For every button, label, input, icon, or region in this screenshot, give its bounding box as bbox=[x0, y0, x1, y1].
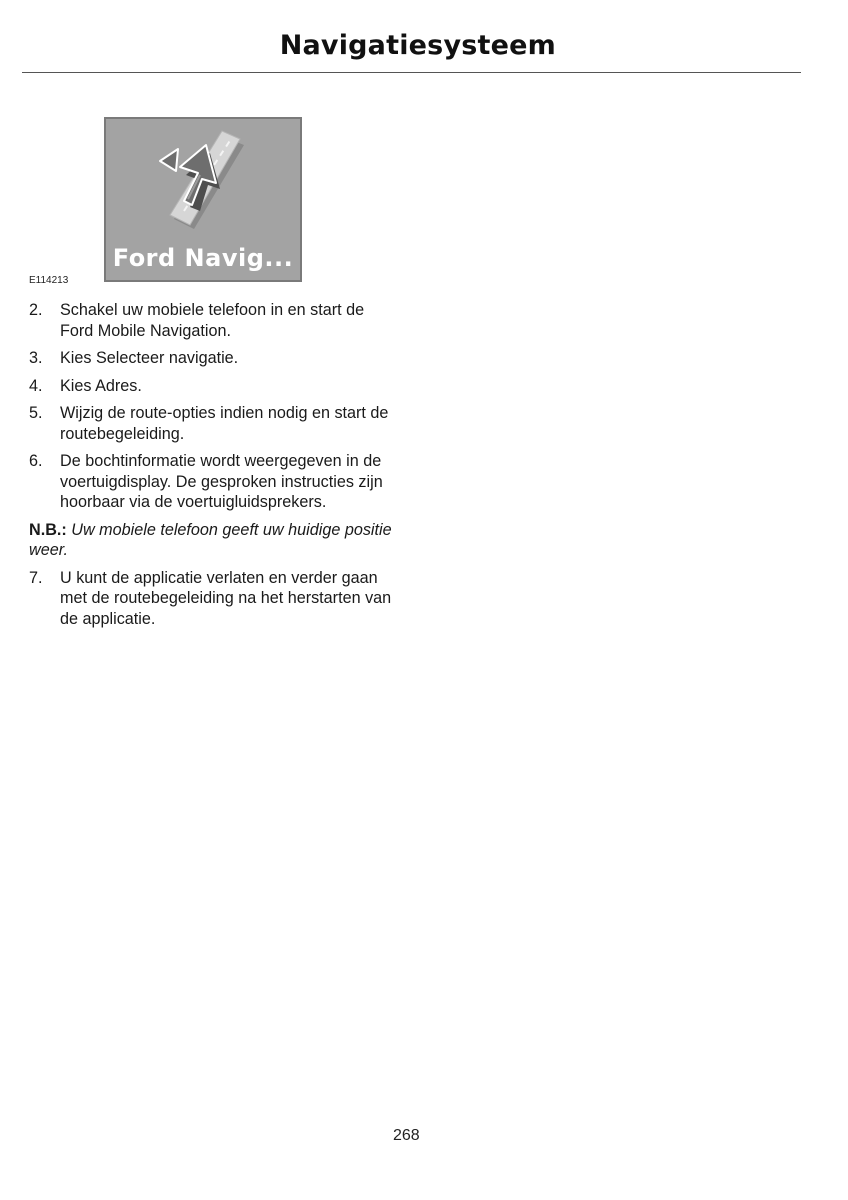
page-header bbox=[0, 30, 800, 61]
step-number: 3. bbox=[29, 349, 43, 367]
list-item bbox=[29, 403, 399, 444]
note-text: Uw mobiele telefoon geeft uw huidige positie weer. bbox=[29, 520, 392, 559]
step-number: 4. bbox=[29, 376, 43, 395]
step-text: Schakel uw mobiele telefoon in en start de Ford Mobile Navigation. bbox=[60, 301, 365, 340]
page-title: Navigatiesysteem bbox=[279, 30, 556, 61]
figure-caption: Ford Navig... bbox=[112, 244, 294, 272]
list-item bbox=[29, 568, 399, 630]
header-divider bbox=[22, 72, 801, 73]
step-text: Kies Adres. bbox=[60, 376, 142, 395]
steps-list-continued bbox=[29, 568, 399, 630]
note-label: N.B.: bbox=[29, 520, 67, 539]
step-number: 7. bbox=[29, 568, 43, 587]
figure-id: E114213 bbox=[29, 275, 69, 286]
list-item bbox=[29, 376, 399, 397]
step-text: Kies Selecteer navigatie. bbox=[60, 349, 239, 367]
note bbox=[29, 520, 399, 561]
step-number: 2. bbox=[29, 301, 43, 319]
instructions bbox=[29, 300, 399, 636]
navigation-screen-figure bbox=[104, 117, 302, 282]
step-text: U kunt de applicatie verlaten en verder gaan met de routebegeleiding na het herstarten van de applicatie. bbox=[60, 568, 392, 628]
step-number: 6. bbox=[29, 452, 43, 470]
list-item bbox=[29, 348, 399, 369]
list-item bbox=[29, 300, 399, 341]
step-text: De bochtinformatie wordt weergegeven in de voertuigdisplay. De gesproken instructies zijn hoorbaar via de voertuigluidsprekers. bbox=[60, 452, 383, 511]
step-number: 5. bbox=[29, 404, 43, 422]
steps-list bbox=[29, 300, 399, 513]
step-text: Wijzig de route-opties indien nodig en start de routebegeleiding. bbox=[60, 404, 389, 443]
list-item bbox=[29, 451, 399, 513]
page-number: 268 bbox=[393, 1127, 420, 1144]
